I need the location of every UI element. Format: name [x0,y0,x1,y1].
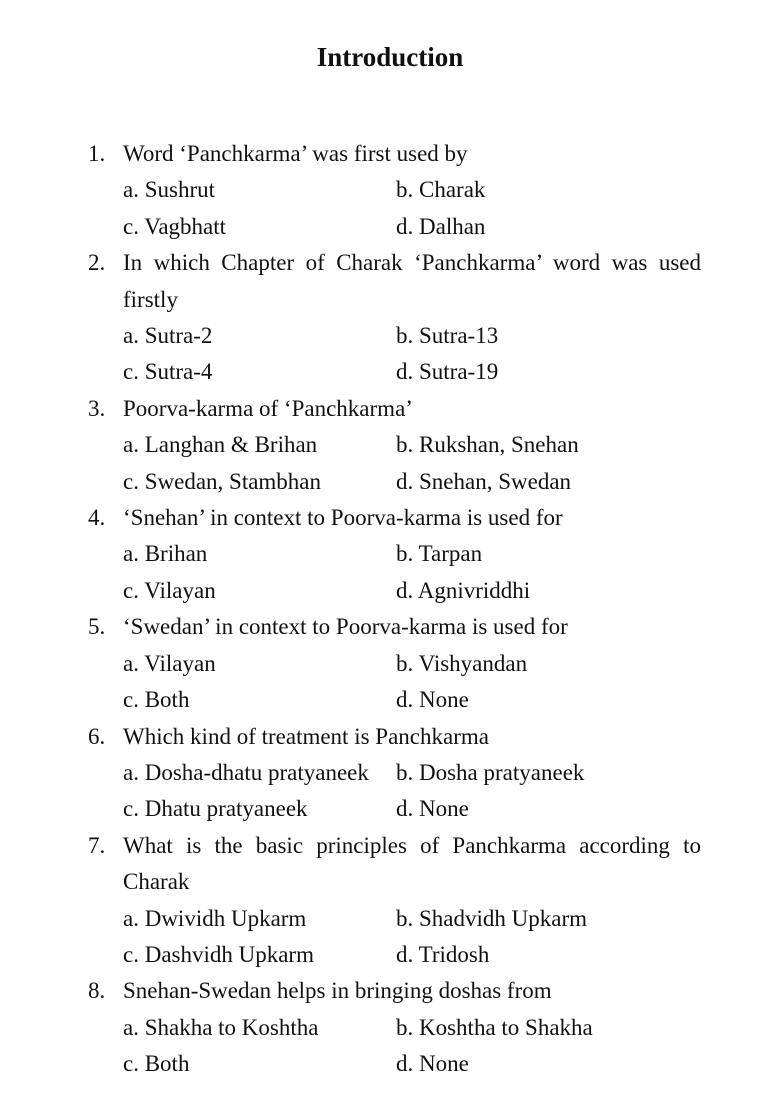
options [123,172,780,245]
option: d. None [396,687,469,713]
option: d. Snehan, Swedan [396,468,572,494]
option: c. Both [123,1051,190,1077]
option: a. Langhan & Brihan [123,432,318,458]
options [123,755,780,828]
option: c. Sutra-4 [123,359,213,385]
question-number: 4. [88,505,106,531]
question-item [0,136,780,245]
question-number: 7. [88,832,106,858]
question-text: Which kind of treatment is Panchkarma [123,723,489,749]
option: b. Tarpan [396,541,483,567]
option: d. None [396,796,469,822]
option: a. Sutra-2 [123,323,213,349]
question-number: 8. [88,978,106,1004]
question-number: 3. [88,395,106,421]
option: c. Vagbhatt [123,213,227,239]
question-list [0,136,780,1083]
question-item [0,973,780,1082]
question-text: ‘Snehan’ in context to Poorva-karma is used for [123,505,563,531]
option: b. Shadvidh Upkarm [396,905,588,931]
options [123,1010,780,1083]
option: c. Vilayan [123,577,216,603]
option: b. Dosha pratyaneek [396,759,585,785]
option: c. Dhatu pratyaneek [123,796,308,822]
page-title: Introduction [316,42,464,72]
option: b. Sutra-13 [396,323,499,349]
option: a. Sushrut [123,177,215,203]
options [123,536,780,609]
question-text: Word ‘Panchkarma’ was first used by [123,141,468,166]
question-number: 6. [88,723,106,749]
option: a. Brihan [123,541,208,567]
option: a. Vilayan [123,650,216,676]
question-item [0,391,780,500]
option: d. Sutra-19 [396,359,499,385]
option: c. Dashvidh Upkarm [123,941,314,967]
option: d. Dalhan [396,213,486,239]
options [123,318,780,391]
option: c. Swedan, Stambhan [123,468,322,494]
question-text: In which Chapter of Charak ‘Panchkarma’ word was used firstly [123,250,701,312]
question-item [0,828,780,974]
question-text: What is the basic principles of Panchkarma according to Charak [123,832,701,895]
question-text: Snehan-Swedan helps in bringing doshas from [123,978,552,1004]
question-number: 5. [88,614,106,640]
option: a. Shakha to Koshtha [123,1014,319,1040]
question-item [0,245,780,391]
option: d. None [396,1051,469,1077]
question-text: Poorva-karma of ‘Panchkarma’ [123,395,413,421]
question-item [0,719,780,828]
question-item [0,609,780,718]
options [123,427,780,500]
option: b. Rukshan, Snehan [396,432,579,458]
option: d. Agnivriddhi [396,577,531,603]
option: a. Dwividh Upkarm [123,905,307,931]
question-number: 2. [88,250,106,276]
option: a. Dosha-dhatu pratyaneek [123,759,369,785]
options [123,646,780,719]
options [123,901,780,974]
question-number: 1. [88,141,106,166]
option: d. Tridosh [396,941,490,967]
question-item [0,500,780,609]
option: c. Both [123,687,190,713]
option: b. Charak [396,177,486,203]
option: b. Vishyandan [396,650,528,676]
option: b. Koshtha to Shakha [396,1014,593,1040]
question-text: ‘Swedan’ in context to Poorva-karma is used for [123,614,568,640]
